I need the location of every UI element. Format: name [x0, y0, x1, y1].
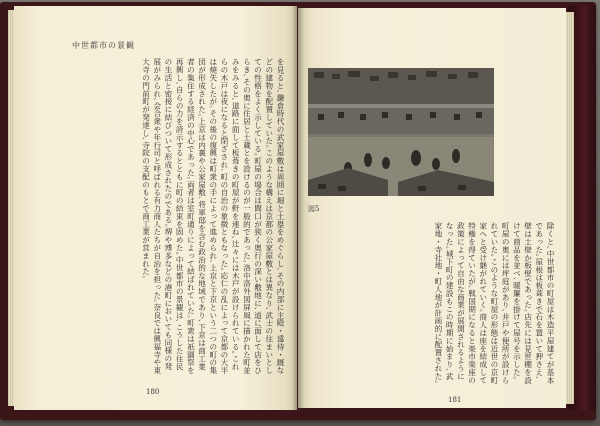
right-page-body-text: 除くと､中世都市の町屋は木造平屋建てが基本であった｡屋根は板葺きで石を置いて押さえ､壁は土壁か板壁であった｡店先には見世棚を設けて商品を並べ､暖簾を掛けて屋号を示した｡町屋の奥には坪庭があり､井戸や便所が設けられていた｡このような町屋の形態は近世の京町家へと受け継がれていく｡商人は座を結成して特権を得ていたが､戦国期になると楽市楽座の政策によって自由な商業が展開されるようになった｡城下町の建設もこの時期に始まり､武家地・寺社地・町人地が計画的に配置された｡	[433, 222, 555, 385]
book-gutter-shadow	[292, 6, 304, 410]
left-page-number: 180	[146, 388, 160, 396]
illustration-scroll-painting	[308, 68, 494, 196]
figure-caption: 図5	[308, 205, 320, 213]
left-page-body-text: を見ると､鎌倉時代の武家屋敷は周囲に堀と土塁をめぐらし､その内部に主殿・遠侍・厩などの建物を配置していた｡このような構えは京都の公家屋敷とは異なり､武士の住まいとしての性格をよく示している｡町屋の場合は間口が狭く奥行の深い敷地に､道に面して店をひらき､その奥に住居と土蔵とを設けるのが一般的であった｡洛中洛外図屏風に描かれた町並みをみると､道路に面して板葺きの町屋が軒を連ね､辻々には木戸が設けられている｡これらの木戸は夜になると閉ざされ､町の自治の象徴ともなった｡応仁の乱によって京都の大半は焼失したが､その後の復興は町衆の手によって進められ､上京と下京という二つの町の集団が形成された｡上京は内裏や公家屋敷､将軍邸を含む政治的な地域であり､下京は商工業者の集住する経済の中心であった｡両者は室町通りによって結ばれていた｡町衆は祇園祭を再興し､自らの力を誇示するとともに町の結束を固めた｡中世都市の景観は､こうした住民の生活と密接に結びついて形成されたのである｡堺や博多などの港町においても同様の発展がみられ､会合衆や年行司と呼ばれる有力商人たちが自治を担った｡奈良では興福寺や東大寺の門前町が発達し､寺院の支配のもとで商工業が営まれた｡	[141, 58, 285, 375]
right-page-number: 181	[448, 396, 462, 404]
townscape-picture	[308, 68, 494, 196]
left-page	[14, 6, 297, 410]
running-head: 中世都市の景観	[72, 41, 135, 50]
right-page-stack	[566, 12, 574, 404]
